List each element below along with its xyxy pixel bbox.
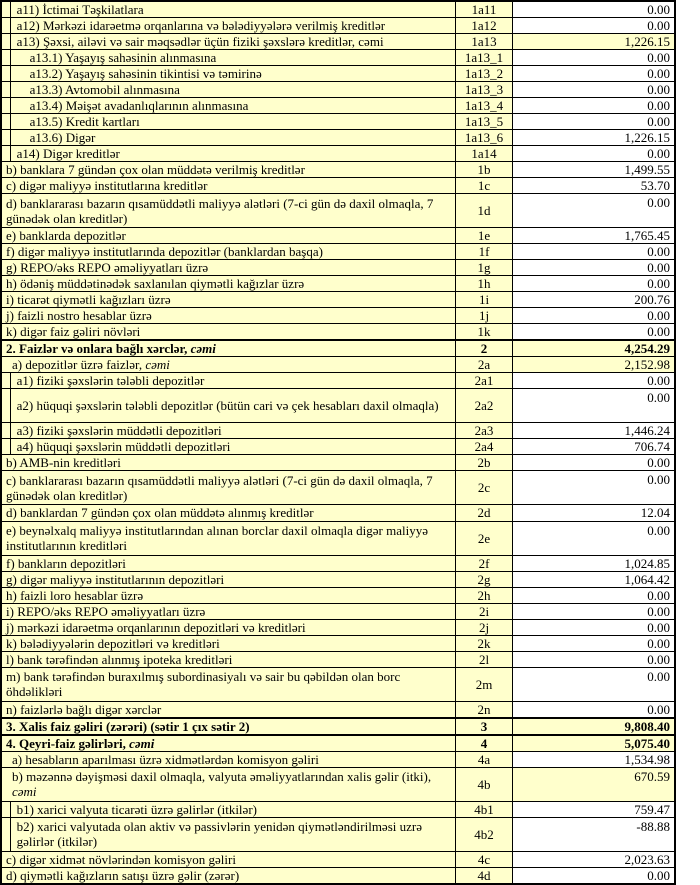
row-label-text: a13.1) Yaşayış sahəsinin alınmasına bbox=[29, 50, 217, 66]
row-indent-spacer bbox=[1, 50, 10, 66]
row-label bbox=[1, 162, 456, 178]
row-label bbox=[1, 619, 456, 635]
row-code: 2j bbox=[456, 619, 513, 635]
row-label bbox=[10, 34, 456, 50]
row-label-text: h) faizli loro hesablar üzrə bbox=[6, 587, 144, 603]
row-value: 1,499.55 bbox=[512, 162, 675, 178]
row-value: 706.74 bbox=[512, 439, 675, 455]
row-code: 1d bbox=[456, 194, 513, 228]
table-row bbox=[1, 228, 675, 244]
table-row bbox=[1, 178, 675, 194]
row-label-emphasis: cəmi bbox=[145, 357, 170, 373]
row-value: 0.00 bbox=[512, 635, 675, 651]
row-code: 1a13_2 bbox=[456, 66, 513, 82]
row-label bbox=[10, 130, 456, 146]
row-label-text: m) bank tərəfindən buraxılmış subordinasiyalı və sair bu qəbildən olan borc öhdəlikləri bbox=[6, 669, 401, 700]
table-row bbox=[1, 98, 675, 114]
table-row bbox=[1, 867, 675, 884]
row-label bbox=[10, 98, 456, 114]
row-code: 4a bbox=[456, 751, 513, 767]
row-value: 53.70 bbox=[512, 178, 675, 194]
row-value: 0.00 bbox=[512, 114, 675, 130]
table-row bbox=[1, 603, 675, 619]
row-label-emphasis: cəmi bbox=[129, 735, 155, 751]
row-code: 4c bbox=[456, 851, 513, 867]
row-value: 0.00 bbox=[512, 867, 675, 884]
row-label-text: l) bank tərəfindən alınmış ipoteka kreditləri bbox=[6, 651, 233, 667]
table-row bbox=[1, 50, 675, 66]
table-row bbox=[1, 66, 675, 82]
row-code: 4 bbox=[456, 735, 513, 752]
row-indent-spacer bbox=[1, 373, 10, 389]
row-indent-spacer bbox=[1, 1, 10, 18]
row-code: 1i bbox=[456, 292, 513, 308]
row-indent-spacer bbox=[1, 130, 10, 146]
row-value: 0.00 bbox=[512, 603, 675, 619]
row-label-text: g) digər maliyyə institutlarının depozitləri bbox=[6, 571, 225, 587]
table-row bbox=[1, 260, 675, 276]
row-value: 1,226.15 bbox=[512, 34, 675, 50]
row-indent-spacer bbox=[1, 82, 10, 98]
row-indent-spacer bbox=[1, 114, 10, 130]
row-value: 0.00 bbox=[512, 18, 675, 34]
row-label bbox=[1, 292, 456, 308]
row-label bbox=[10, 439, 456, 455]
table-row bbox=[1, 162, 675, 178]
row-label bbox=[1, 260, 456, 276]
row-label bbox=[1, 194, 456, 228]
row-value: 759.47 bbox=[512, 801, 675, 817]
row-code: 1a13_3 bbox=[456, 82, 513, 98]
row-value: 0.00 bbox=[512, 276, 675, 292]
row-value: 0.00 bbox=[512, 194, 675, 228]
row-value: 0.00 bbox=[512, 244, 675, 260]
row-label bbox=[1, 571, 456, 587]
row-value: 0.00 bbox=[512, 701, 675, 718]
row-code: 1a13_6 bbox=[456, 130, 513, 146]
row-code: 4b1 bbox=[456, 801, 513, 817]
row-label bbox=[1, 471, 456, 505]
table-row bbox=[1, 130, 675, 146]
row-indent-spacer bbox=[1, 18, 10, 34]
row-code: 1a12 bbox=[456, 18, 513, 34]
row-value: 1,226.15 bbox=[512, 130, 675, 146]
row-code: 2k bbox=[456, 635, 513, 651]
row-value: 2,152.98 bbox=[512, 357, 675, 373]
row-label-text: a13.6) Digər bbox=[29, 130, 96, 146]
row-code: 4b2 bbox=[456, 817, 513, 851]
table-row bbox=[1, 619, 675, 635]
row-code: 2d bbox=[456, 505, 513, 521]
row-label-text: a13.2) Yaşayış sahəsinin tikintisi və təmirinə bbox=[29, 66, 262, 82]
table-row bbox=[1, 340, 675, 357]
table-row bbox=[1, 146, 675, 162]
table-row bbox=[1, 389, 675, 423]
table-row bbox=[1, 587, 675, 603]
row-label-text: c) banklararası bazarın qısamüddətli maliyyə alətləri (7-ci gün də daxil olmaqla, 7 günədək olan kreditlər) bbox=[6, 472, 433, 503]
row-code: 2c bbox=[456, 471, 513, 505]
table-row bbox=[1, 357, 675, 373]
row-label-text: a13.4) Məişət avadanlıqlarının alınmasına bbox=[29, 98, 249, 114]
table-row bbox=[1, 292, 675, 308]
table-row bbox=[1, 308, 675, 324]
table-row bbox=[1, 555, 675, 571]
row-code: 2a2 bbox=[456, 389, 513, 423]
row-code: 1a14 bbox=[456, 146, 513, 162]
row-indent-spacer bbox=[1, 146, 10, 162]
row-label bbox=[1, 587, 456, 603]
row-code: 2e bbox=[456, 521, 513, 555]
table-row bbox=[1, 82, 675, 98]
table-row bbox=[1, 751, 675, 767]
table-row bbox=[1, 423, 675, 439]
row-code: 3 bbox=[456, 718, 513, 735]
row-label bbox=[10, 18, 456, 34]
row-code: 4d bbox=[456, 867, 513, 884]
row-label-text: b) banklara 7 gündən çox olan müddətə verilmiş kreditlər bbox=[6, 162, 305, 178]
table-row bbox=[1, 635, 675, 651]
row-label bbox=[1, 667, 456, 701]
row-code: 2b bbox=[456, 455, 513, 471]
row-label bbox=[1, 718, 456, 735]
row-value: 0.00 bbox=[512, 651, 675, 667]
row-value: 12.04 bbox=[512, 505, 675, 521]
row-label-text: a1) fiziki şəxslərin tələbli depozitlər bbox=[16, 373, 205, 389]
row-label-text: b1) xarici valyuta ticarəti üzrə gəlirlər (itkilər) bbox=[16, 801, 257, 817]
row-code: 1b bbox=[456, 162, 513, 178]
row-code: 2n bbox=[456, 701, 513, 718]
row-code: 2a3 bbox=[456, 423, 513, 439]
table-row bbox=[1, 767, 675, 801]
table-row bbox=[1, 34, 675, 50]
row-label bbox=[1, 555, 456, 571]
row-label bbox=[1, 735, 456, 752]
row-indent-spacer bbox=[1, 98, 10, 114]
table-row bbox=[1, 521, 675, 555]
row-code: 1j bbox=[456, 308, 513, 324]
row-label bbox=[1, 324, 456, 341]
table-row bbox=[1, 571, 675, 587]
row-label bbox=[1, 651, 456, 667]
row-label-text: a13.5) Kredit kartları bbox=[29, 114, 140, 130]
row-label-text: a) hesabların aparılması üzrə xidmətlərdən komisyon gəliri bbox=[12, 751, 319, 767]
row-label bbox=[10, 82, 456, 98]
row-label bbox=[1, 228, 456, 244]
row-label bbox=[10, 423, 456, 439]
row-label-text: b) AMB-nin kreditləri bbox=[6, 455, 121, 471]
row-label-text: f) bankların depozitləri bbox=[6, 555, 126, 571]
row-label-text: a13.3) Avtomobil alınmasına bbox=[29, 82, 180, 98]
row-label bbox=[1, 340, 456, 357]
row-label-text: e) banklarda depozitlər bbox=[6, 228, 126, 244]
row-label-emphasis: cəmi bbox=[190, 341, 216, 357]
row-label-text: k) bələdiyyələrin depozitləri və kreditləri bbox=[6, 635, 220, 651]
table-row bbox=[1, 718, 675, 735]
row-label-text: c) digər maliyyə institutlarına kreditlər bbox=[6, 178, 208, 194]
row-value: 0.00 bbox=[512, 82, 675, 98]
row-label bbox=[1, 357, 456, 373]
row-label-text: k) digər faiz gəliri növləri bbox=[6, 324, 141, 340]
row-value: 0.00 bbox=[512, 146, 675, 162]
row-value: 0.00 bbox=[512, 98, 675, 114]
table-row bbox=[1, 701, 675, 718]
row-label-text: b2) xarici valyutada olan aktiv və passivlərin yenidən qiymətləndirilməsi uzrə gəlirlər (itkilər) bbox=[16, 819, 422, 850]
table-row bbox=[1, 651, 675, 667]
row-label-text: b) məzənnə dəyişməsi daxil olmaqla, valyuta əməliyyatlarından xalis gəlir (itki), bbox=[12, 769, 432, 785]
row-code: 1a13_5 bbox=[456, 114, 513, 130]
row-value: 2,023.63 bbox=[512, 851, 675, 867]
row-value: 0.00 bbox=[512, 373, 675, 389]
row-value: 5,075.40 bbox=[512, 735, 675, 752]
row-value: 1,446.24 bbox=[512, 423, 675, 439]
row-label bbox=[10, 146, 456, 162]
row-label-text: f) digər maliyyə institutlarında depozitlər (banklardan başqa) bbox=[6, 244, 323, 260]
row-label-text: a11) İctimai Təşkilatlara bbox=[16, 2, 144, 17]
row-label-text: a14) Digər kreditlər bbox=[16, 146, 120, 162]
row-value: 0.00 bbox=[512, 455, 675, 471]
row-label-text: d) banklardan 7 gündən çox olan müddətə alınmış kreditlər bbox=[6, 505, 314, 521]
row-label-text: d) banklararası bazarın qısamüddətli maliyyə alətləri (7-ci gün də daxil olmaqla, 7 günədək olan kreditlər) bbox=[6, 195, 434, 226]
table-row bbox=[1, 194, 675, 228]
row-value: 0.00 bbox=[512, 587, 675, 603]
row-label bbox=[1, 505, 456, 521]
row-label bbox=[1, 603, 456, 619]
row-label bbox=[1, 178, 456, 194]
row-code: 2h bbox=[456, 587, 513, 603]
row-code: 1e bbox=[456, 228, 513, 244]
table-row bbox=[1, 114, 675, 130]
row-code: 2f bbox=[456, 555, 513, 571]
row-value: 0.00 bbox=[512, 619, 675, 635]
row-value: 1,765.45 bbox=[512, 228, 675, 244]
row-label bbox=[10, 50, 456, 66]
row-code: 1k bbox=[456, 324, 513, 341]
row-label bbox=[1, 244, 456, 260]
row-code: 1f bbox=[456, 244, 513, 260]
row-label-text: a4) hüquqi şəxslərin müddətli depozitləri bbox=[16, 439, 231, 455]
row-label bbox=[1, 701, 456, 718]
row-value: 0.00 bbox=[512, 66, 675, 82]
row-label bbox=[10, 801, 456, 817]
table-row bbox=[1, 471, 675, 505]
row-indent-spacer bbox=[1, 439, 10, 455]
row-value: 0.00 bbox=[512, 521, 675, 555]
row-value: 1,534.98 bbox=[512, 751, 675, 767]
row-value: 0.00 bbox=[512, 389, 675, 423]
row-label bbox=[1, 767, 456, 801]
row-value: 0.00 bbox=[512, 50, 675, 66]
row-code: 2a1 bbox=[456, 373, 513, 389]
table-row bbox=[1, 455, 675, 471]
row-label-text: n) faizlərlə bağlı digər xərclər bbox=[6, 701, 162, 717]
table-row bbox=[1, 735, 675, 752]
row-label-text: c) digər xidmət növlərindən komisyon gəliri bbox=[6, 851, 236, 867]
row-label bbox=[10, 389, 456, 423]
row-value: 1,064.42 bbox=[512, 571, 675, 587]
row-value: 670.59 bbox=[512, 767, 675, 801]
row-label bbox=[1, 521, 456, 555]
row-indent-spacer bbox=[1, 817, 10, 851]
row-label-text: h) ödəniş müddətinədək saxlanılan qiymətli kağızlar üzrə bbox=[6, 276, 305, 292]
row-value: 0.00 bbox=[512, 308, 675, 324]
row-label-text: a12) Mərkəzi idarəetmə orqanlarına və bələdiyyələrə verilmiş kreditlər bbox=[16, 18, 386, 34]
row-code: 2 bbox=[456, 340, 513, 357]
row-label-text: a) depozitlər üzrə faizlər, bbox=[12, 357, 146, 373]
row-value: 200.76 bbox=[512, 292, 675, 308]
row-label bbox=[1, 751, 456, 767]
table-row bbox=[1, 667, 675, 701]
row-label-text: a3) fiziki şəxslərin müddətli depozitləri bbox=[16, 423, 222, 439]
table-row bbox=[1, 276, 675, 292]
row-value: 0.00 bbox=[512, 324, 675, 341]
row-code: 4b bbox=[456, 767, 513, 801]
table-row bbox=[1, 851, 675, 867]
row-value: 9,808.40 bbox=[512, 718, 675, 735]
table-row bbox=[1, 373, 675, 389]
row-indent-spacer bbox=[1, 423, 10, 439]
row-code: 2l bbox=[456, 651, 513, 667]
row-code: 2a bbox=[456, 357, 513, 373]
row-value: 1,024.85 bbox=[512, 555, 675, 571]
row-label-text: 2. Faizlər və onlara bağlı xərclər, bbox=[6, 341, 191, 357]
row-label-text: i) ticarət qiymətli kağızları üzrə bbox=[6, 292, 171, 308]
row-indent-spacer bbox=[1, 801, 10, 817]
row-code: 1c bbox=[456, 178, 513, 194]
table-row bbox=[1, 817, 675, 851]
row-label bbox=[10, 66, 456, 82]
row-label-text: a2) hüquqi şəxslərin tələbli depozitlər (bütün cari və çek hesabları daxil olmaqla) bbox=[16, 398, 439, 414]
row-label bbox=[1, 867, 456, 884]
row-label bbox=[10, 1, 456, 18]
row-label-emphasis: cəmi bbox=[12, 784, 37, 800]
table-row bbox=[1, 505, 675, 521]
row-label bbox=[1, 276, 456, 292]
row-label bbox=[10, 114, 456, 130]
row-label bbox=[10, 373, 456, 389]
table-row bbox=[1, 439, 675, 455]
table-row bbox=[1, 18, 675, 34]
row-indent-spacer bbox=[1, 389, 10, 423]
row-code: 2a4 bbox=[456, 439, 513, 455]
row-label-text: 3. Xalis faiz gəliri (zərəri) (sətir 1 çıx sətir 2) bbox=[6, 718, 250, 734]
row-label-text: a13) Şəxsi, ailəvi və sair məqsədlər üçün fiziki şəxslərə kreditlər, cəmi bbox=[16, 34, 384, 50]
row-label bbox=[1, 308, 456, 324]
row-label-text: 4. Qeyri-faiz gəlirləri, bbox=[6, 735, 130, 751]
row-indent-spacer bbox=[1, 34, 10, 50]
row-label bbox=[1, 455, 456, 471]
row-value: 0.00 bbox=[512, 1, 675, 18]
row-indent-spacer bbox=[1, 66, 10, 82]
table-row bbox=[1, 1, 675, 18]
row-code: 1a13_1 bbox=[456, 50, 513, 66]
row-code: 2m bbox=[456, 667, 513, 701]
row-code: 1a13 bbox=[456, 34, 513, 50]
row-code: 1a11 bbox=[456, 1, 513, 18]
row-value: -88.88 bbox=[512, 817, 675, 851]
row-code: 1a13_4 bbox=[456, 98, 513, 114]
table-body bbox=[1, 1, 675, 884]
row-value: 0.00 bbox=[512, 667, 675, 701]
row-label bbox=[10, 817, 456, 851]
row-code: 2g bbox=[456, 571, 513, 587]
row-value: 0.00 bbox=[512, 471, 675, 505]
row-label-text: g) REPO/əks REPO əməliyyatları üzrə bbox=[6, 260, 209, 276]
row-label bbox=[1, 635, 456, 651]
row-label-text: i) REPO/əks REPO əməliyyatları üzrə bbox=[6, 603, 206, 619]
row-code: 1h bbox=[456, 276, 513, 292]
row-label-text: e) beynəlxalq maliyyə institutlarından alınan borclar daxil olmaqla digər maliyyə institutlarının kreditləri bbox=[6, 523, 428, 554]
row-value: 4,254.29 bbox=[512, 340, 675, 357]
row-label bbox=[1, 851, 456, 867]
table-row bbox=[1, 324, 675, 341]
row-label-text: d) qiymətli kağızların satışı üzrə gəlir (zərər) bbox=[6, 867, 240, 883]
row-code: 1g bbox=[456, 260, 513, 276]
table-row bbox=[1, 801, 675, 817]
row-code: 2i bbox=[456, 603, 513, 619]
row-label-text: j) faizli nostro hesablar üzrə bbox=[6, 308, 152, 324]
row-label-text: j) mərkəzi idarəetmə orqanlarının depozitləri və kreditləri bbox=[6, 619, 306, 635]
table-row bbox=[1, 244, 675, 260]
row-value: 0.00 bbox=[512, 260, 675, 276]
